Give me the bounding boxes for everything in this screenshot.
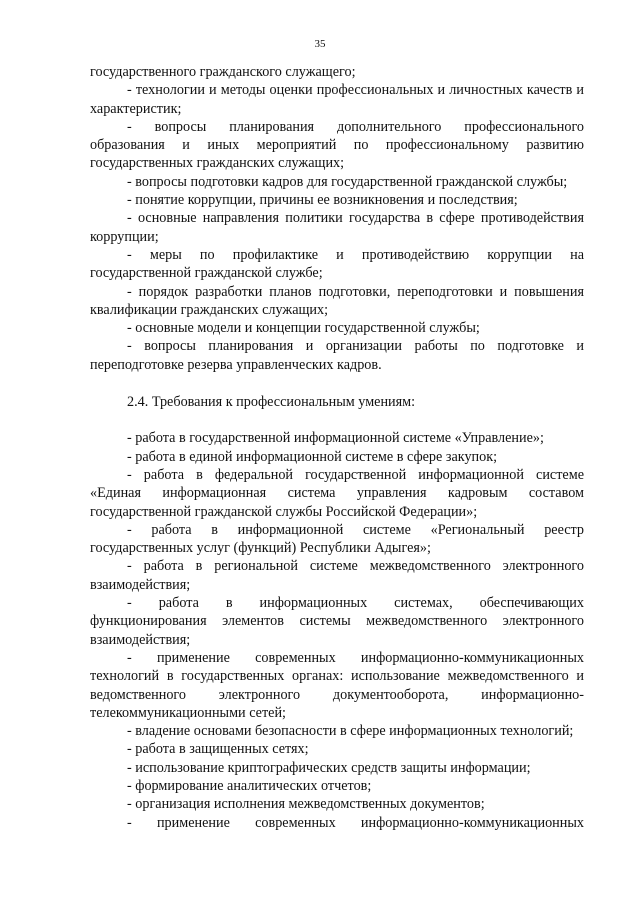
document-body — [90, 63, 584, 832]
list-item: - вопросы планирования и организации работы по подготовке и переподготовке резерва управленческих кадров. — [90, 338, 584, 373]
list-item: - работа в информационной системе «Региональный реестр государственных услуг (функций) Республики Адыгея»; — [90, 521, 584, 557]
list-item: - меры по профилактике и противодействию коррупции на государственной гражданской службе; — [90, 246, 584, 282]
list-item: - применение современных информационно-коммуникационных — [127, 814, 584, 831]
list-item: - технологии и методы оценки профессиональных и личностных качеств и характеристик; — [90, 82, 584, 117]
page-number: 35 — [314, 38, 326, 50]
list-item: - владение основами безопасности в сфере информационных технологий; — [127, 723, 574, 740]
list-item: - понятие коррупции, причины ее возникновения и последствия; — [127, 192, 518, 209]
list-item: - работа в государственной информационной системе «Управление»; — [127, 430, 544, 447]
section-heading: 2.4. Требования к профессиональным умениям: — [127, 394, 416, 411]
list-item: - вопросы планирования дополнительного профессионального образования и иных мероприятий по профессиональному развитию государственных гражданских служащих; — [90, 118, 584, 172]
list-item: - вопросы подготовки кадров для государственной гражданской службы; — [127, 173, 568, 190]
list-item: - порядок разработки планов подготовки, переподготовки и повышения квалификации гражданских служащих; — [90, 283, 584, 318]
list-item: - работа в федеральной государственной информационной системе «Единая информационная система управления кадровым составом государственной гражданской службы Российской Федерации»; — [90, 466, 584, 520]
list-item: государственного гражданского служащего; — [90, 64, 356, 80]
list-item: - работа в информационных системах, обеспечивающих функционирования элементов системы межведомственного электронного взаимодействия; — [90, 595, 584, 648]
list-item: - применение современных информационно-коммуникационных технологий в государственных органах: использование межведомственного и ведомственного электронного документооборота, информационно-телекоммуникационными сетей; — [90, 649, 584, 721]
list-item: - организация исполнения межведомственных документов; — [127, 796, 485, 813]
list-item: - работа в единой информационной системе в сфере закупок; — [127, 448, 498, 465]
list-item: - формирование аналитических отчетов; — [127, 777, 372, 794]
list-item: - использование криптографических средств защиты информации; — [127, 759, 531, 776]
list-item: - работа в региональной системе межведомственного электронного взаимодействия; — [90, 558, 584, 593]
list-item: - работа в защищенных сетях; — [127, 741, 309, 758]
list-item: - основные модели и концепции государственной службы; — [127, 320, 480, 337]
list-item: - основные направления политики государства в сфере противодействия коррупции; — [90, 210, 584, 245]
